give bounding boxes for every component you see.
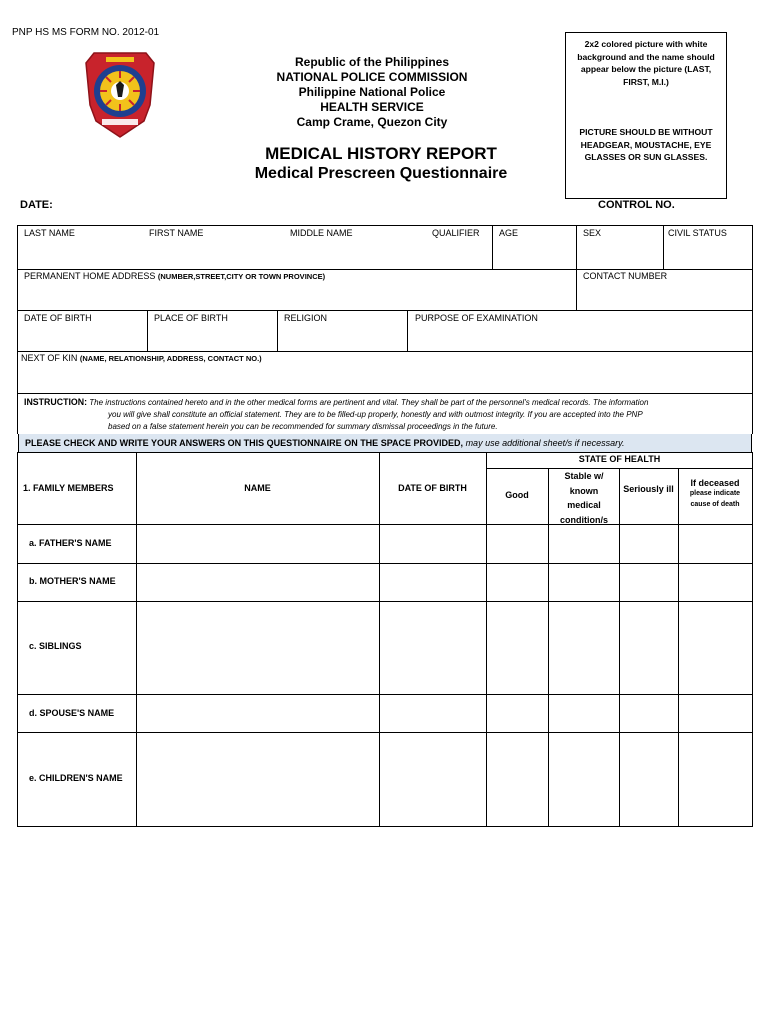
first-name-field[interactable]: FIRST NAME xyxy=(149,228,204,238)
contact-number-field[interactable]: CONTACT NUMBER xyxy=(583,271,668,281)
row-spouse: d. SPOUSE'S NAME xyxy=(29,708,115,718)
middle-name-field[interactable]: MIDDLE NAME xyxy=(290,228,353,238)
photo-instruction: 2x2 colored picture with white background and the name should appear below the picture (LAST, FIRST, M.I.) xyxy=(577,39,715,87)
date-label: DATE: xyxy=(20,199,53,211)
purpose-field[interactable]: PURPOSE OF EXAMINATION xyxy=(415,313,538,323)
column-family-members: 1. FAMILY MEMBERS xyxy=(23,483,114,493)
date-of-birth-field[interactable]: DATE OF BIRTH xyxy=(24,313,92,323)
column-if-deceased xyxy=(678,478,752,510)
header-line-republic: Republic of the Philippines xyxy=(294,55,449,69)
header-line-health-service: HEALTH SERVICE xyxy=(320,100,424,114)
instruction-line-1: The instructions contained hereto and in the other medical forms are pertinent and vital. They shall be part of the personnel's medical records. The information xyxy=(89,398,649,407)
control-no-label: CONTROL NO. xyxy=(598,199,675,211)
state-of-health-header: STATE OF HEALTH xyxy=(578,454,661,464)
kin-hint: (NAME, RELATIONSHIP, ADDRESS, CONTACT NO.) xyxy=(79,354,262,363)
age-field[interactable]: AGE xyxy=(499,228,519,238)
header-line-address: Camp Crame, Quezon City xyxy=(296,115,448,129)
pnp-seal-icon xyxy=(84,45,156,141)
row-siblings: c. SIBLINGS xyxy=(29,641,82,651)
page-subtitle: Medical Prescreen Questionnaire xyxy=(254,165,508,182)
row-children: e. CHILDREN'S NAME xyxy=(29,773,123,783)
header-line-pnp: Philippine National Police xyxy=(298,85,446,99)
deceased-hint: please indicate cause of death xyxy=(689,490,741,508)
address-field[interactable] xyxy=(24,271,325,281)
religion-field[interactable]: RELIGION xyxy=(284,313,328,323)
kin-label: NEXT OF KIN xyxy=(21,353,78,363)
row-father: a. FATHER'S NAME xyxy=(29,538,112,548)
column-name: NAME xyxy=(244,483,271,493)
column-date-of-birth: DATE OF BIRTH xyxy=(398,483,467,493)
sex-field[interactable]: SEX xyxy=(583,228,602,238)
civil-status-field[interactable]: CIVIL STATUS xyxy=(668,228,727,238)
agency-header xyxy=(222,55,522,130)
header-line-napolcom: NATIONAL POLICE COMMISSION xyxy=(276,70,468,84)
qualifier-field[interactable]: QUALIFIER xyxy=(432,228,480,238)
family-members-table xyxy=(17,452,753,827)
last-name-field[interactable]: LAST NAME xyxy=(24,228,75,238)
photo-box[interactable] xyxy=(565,32,727,199)
column-good: Good xyxy=(505,490,529,500)
next-of-kin-field[interactable] xyxy=(21,353,262,363)
check-instruction-italic: may use additional sheet/s if necessary. xyxy=(465,438,625,448)
check-instruction-bar xyxy=(18,434,752,452)
check-instruction-bold: PLEASE CHECK AND WRITE YOUR ANSWERS ON THIS QUESTIONNAIRE ON THE SPACE PROVIDED, xyxy=(25,438,464,448)
column-stable: Stable w/ known medical condition/s xyxy=(560,471,608,525)
address-label: PERMANENT HOME ADDRESS xyxy=(24,271,156,281)
form-number: PNP HS MS FORM NO. 2012-01 xyxy=(12,27,160,38)
address-hint: (NUMBER,STREET,CITY OR TOWN PROVINCE) xyxy=(157,272,326,281)
instruction-line-2: you will give shall constitute an official statement. They are to be filled-up properly, honestly and with outmost integrity. If you are accepted into the PNP xyxy=(108,410,643,419)
instruction-line-3: based on a false statement herein you can be recommended for summary dismissal proceedings in the future. xyxy=(108,422,498,431)
row-mother: b. MOTHER'S NAME xyxy=(29,576,116,586)
photo-restriction: PICTURE SHOULD BE WITHOUT HEADGEAR, MOUSTACHE, EYE GLASSES OR SUN GLASSES. xyxy=(579,127,713,162)
place-of-birth-field[interactable]: PLACE OF BIRTH xyxy=(154,313,228,323)
instruction-label: INSTRUCTION: xyxy=(24,397,88,407)
instruction-text xyxy=(24,396,746,433)
column-seriously-ill: Seriously ill xyxy=(623,484,674,494)
deceased-label: If deceased xyxy=(690,478,740,488)
page-title: MEDICAL HISTORY REPORT xyxy=(265,144,497,163)
